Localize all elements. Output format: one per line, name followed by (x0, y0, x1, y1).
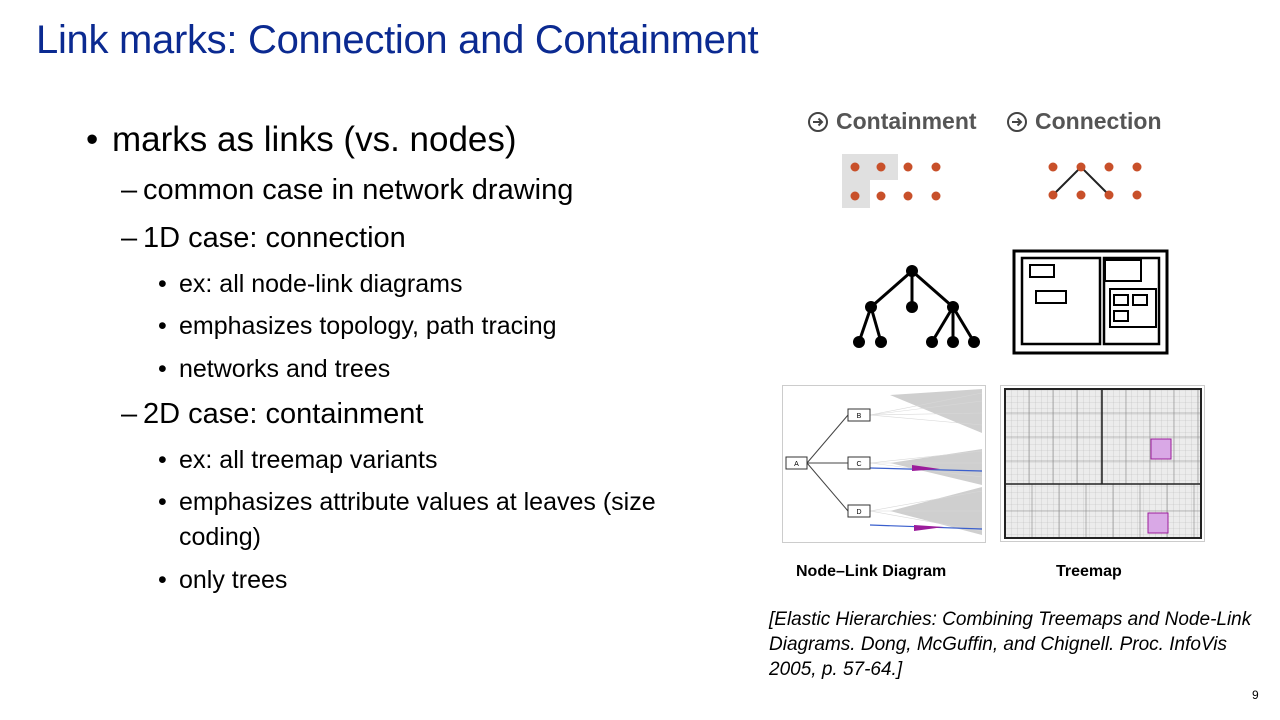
citation: [Elastic Hierarchies: Combining Treemaps and Node-Link Diagrams. Dong, McGuffin, and Chignell. Proc. InfoVis 2005, p. 57-64.] (769, 609, 1252, 680)
treemap-schematic (1012, 249, 1170, 357)
bullet-item (158, 270, 462, 299)
bullet-text: networks and trees (179, 355, 391, 383)
containment-dots-figure (838, 150, 948, 212)
bullet-item (158, 312, 557, 341)
containment-header (808, 108, 977, 135)
bullet-dot: • (158, 446, 167, 474)
bullet-item (86, 120, 517, 160)
bullet-dot: • (158, 488, 167, 516)
bullet-item (158, 488, 656, 517)
bullet-dash: – (121, 174, 138, 206)
bullet-item (121, 174, 573, 207)
bullet-dot: • (86, 120, 99, 159)
bullet-continuation: coding) (179, 523, 261, 551)
bullet-text: ex: all treemap variants (179, 446, 438, 474)
node-label-c: C (856, 461, 862, 468)
treemap-caption: Treemap (1056, 563, 1122, 580)
slide-title: Link marks: Connection and Containment (36, 18, 759, 62)
bullet-item (158, 355, 390, 384)
bullet-text: 1D case: connection (143, 222, 406, 254)
bullet-text: common case in network drawing (143, 174, 574, 206)
bullet-dash: – (121, 222, 138, 254)
node-link-diagram-image (782, 385, 986, 543)
node-label-a: A (794, 461, 799, 468)
bullet-text: ex: all node-link diagrams (179, 270, 463, 298)
tree-diagram (850, 262, 985, 352)
bullet-dot: • (158, 270, 167, 298)
bullet-dot: • (158, 312, 167, 340)
containment-label: Containment (836, 108, 977, 134)
arrow-right-icon (1007, 112, 1027, 132)
bullet-item (121, 398, 423, 431)
connection-dots-figure (1040, 150, 1150, 212)
node-label-d: D (856, 509, 862, 516)
bullet-item (158, 566, 287, 595)
nodelink-caption: Node–Link Diagram (796, 563, 947, 580)
bullet-text: only trees (179, 566, 288, 594)
bullet-text: marks as links (vs. nodes) (112, 120, 517, 159)
bullet-dot: • (158, 355, 167, 383)
bullet-dash: – (121, 398, 138, 430)
arrow-right-icon (808, 112, 828, 132)
bullet-text: 2D case: containment (143, 398, 424, 430)
node-label-b: B (856, 413, 862, 420)
connection-label: Connection (1035, 108, 1162, 134)
connection-header (1007, 108, 1162, 135)
bullet-text: emphasizes attribute values at leaves (size (179, 488, 656, 516)
bullet-text: emphasizes topology, path tracing (179, 312, 557, 340)
bullet-item (158, 446, 437, 475)
page-number: 9 (1252, 688, 1259, 702)
treemap-image (1000, 385, 1205, 542)
bullet-dot: • (158, 566, 167, 594)
containment-shade (842, 154, 898, 208)
bullet-item (121, 222, 406, 255)
